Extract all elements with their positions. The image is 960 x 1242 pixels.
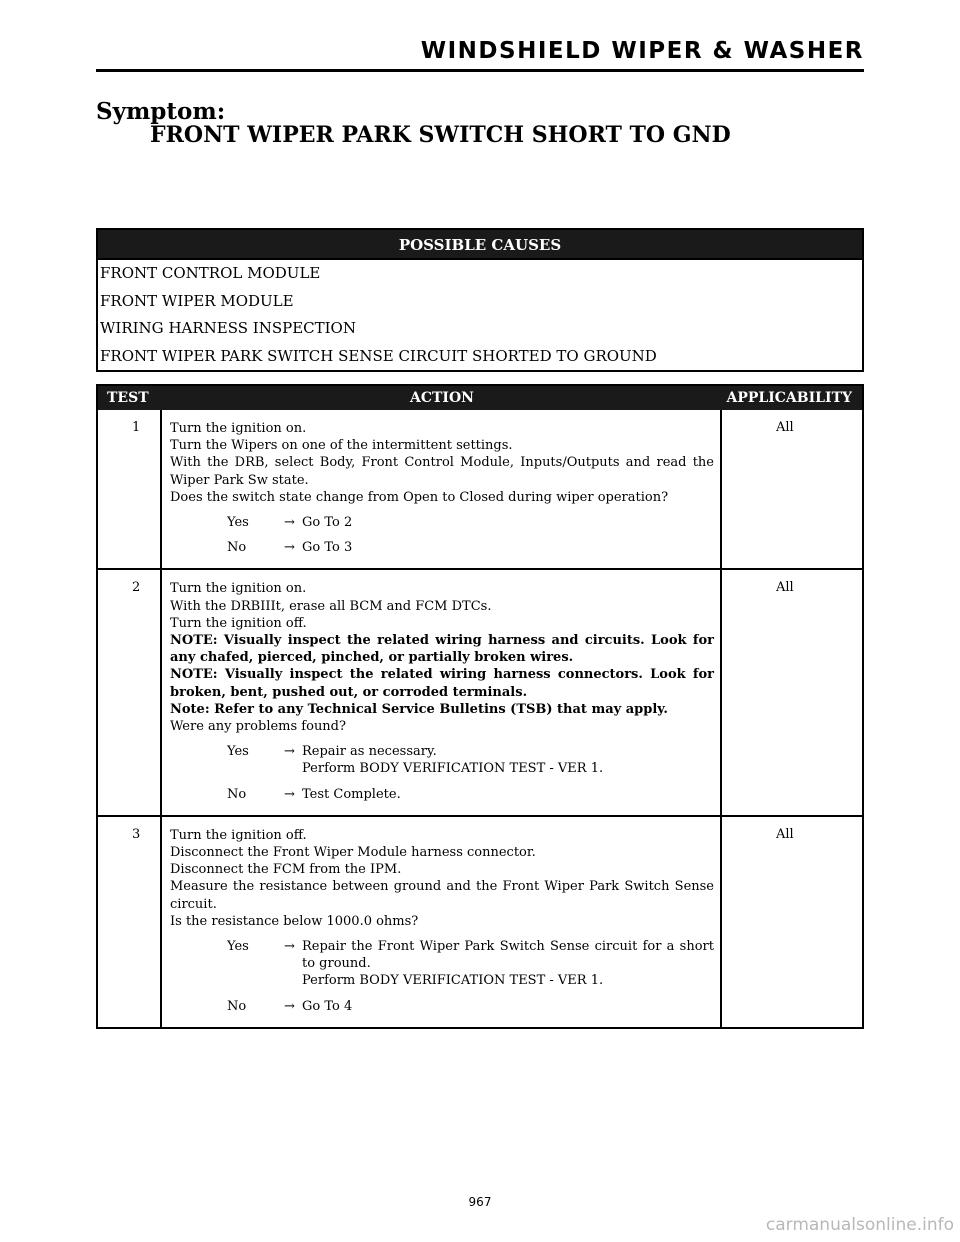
answer-text [302,786,714,803]
action-line: Is the resistance below 1000.0 ohms? [170,913,419,929]
answer-text [302,514,714,531]
arrow-icon: → [284,540,295,556]
test-applicability: All [776,420,794,435]
cause-item: WIRING HARNESS INSPECTION [100,319,356,337]
answer-yes [170,743,714,777]
answer-label: Yes [227,515,249,531]
test-number: 1 [98,410,162,568]
action-line: Turn the ignition on. [170,581,307,597]
possible-causes-table [96,228,864,372]
action-line: With the DRBIIIt, erase all BCM and FCM DTCs. [170,598,492,614]
action-line: Turn the ignition off. [170,615,307,631]
action-line: Turn the Wipers on one of the intermittent settings. [170,438,513,454]
test-row [98,568,862,814]
test-row [98,410,862,568]
cause-item: FRONT CONTROL MODULE [100,264,321,282]
answer-label: Yes [227,939,249,955]
answer-label: No [227,998,247,1014]
answer-line: Go To 3 [302,540,353,556]
title-rule [96,69,864,72]
answer-line: Perform BODY VERIFICATION TEST - VER 1. [302,973,604,989]
cause-item: FRONT WIPER PARK SWITCH SENSE CIRCUIT SHORTED TO GROUND [100,346,657,365]
arrow-icon: → [284,998,295,1014]
test-applicability: All [776,826,794,842]
answer-line: Test Complete. [302,786,401,802]
action-line: Measure the resistance between ground and the Front Wiper Park Switch Sense circuit. [170,879,714,912]
action-note: NOTE: Visually inspect the related wiring harness connectors. Look for broken, bent, pushed out, or corroded terminals. [170,667,714,700]
action-question: Were any problems found? [170,719,346,735]
action-line: Disconnect the FCM from the IPM. [170,862,402,878]
answer-no [170,786,714,803]
answer-line: Perform BODY VERIFICATION TEST - VER 1. [302,761,604,777]
page-number: 967 [468,1195,492,1209]
action-line: Turn the ignition on. [170,421,307,436]
action-line: Disconnect the Front Wiper Module harness connector. [170,845,536,861]
answer-text [302,743,714,777]
watermark: carmanualsonline.info [765,1215,954,1235]
answer-label: Yes [227,744,249,760]
answer-line: Repair the Front Wiper Park Switch Sense circuit for a short to ground. [302,939,714,972]
answer-text [302,998,714,1015]
answer-no [170,539,714,556]
action-line: With the DRB, select Body, Front Control Module, Inputs/Outputs and read the Wiper Park Sw state. [170,455,714,488]
test-action [162,570,722,814]
answer-line: Go To 4 [302,998,353,1014]
symptom-label: Symptom: [96,98,226,125]
answer-label: No [227,786,247,802]
test-action [162,817,722,1027]
answer-yes [170,514,714,531]
test-number: 3 [98,817,162,1027]
arrow-icon: → [284,744,295,760]
answer-no [170,998,714,1015]
arrow-icon: → [284,515,295,531]
symptom-title: FRONT WIPER PARK SWITCH SHORT TO GND [150,122,731,148]
arrow-icon: → [284,786,295,802]
header-applicability: APPLICABILITY [726,390,852,406]
answer-line: Repair as necessary. [302,744,437,760]
header-action: ACTION [410,390,474,406]
test-number: 2 [98,570,162,814]
answer-text [302,938,714,990]
test-table [96,384,864,1029]
answer-yes [170,938,714,990]
action-note: Note: Refer to any Technical Service Bulletins (TSB) that may apply. [170,701,668,717]
action-line: Turn the ignition off. [170,827,307,843]
answer-line: Go To 2 [302,515,353,531]
action-note: NOTE: Visually inspect the related wiring harness and circuits. Look for any chafed, pierced, pinched, or partially broken wires. [170,633,714,666]
cause-item: FRONT WIPER MODULE [100,291,294,310]
test-applicability: All [776,580,794,596]
test-action [162,410,722,568]
header-test: TEST [107,390,149,406]
possible-causes-header: POSSIBLE CAUSES [98,230,862,260]
test-table-header [98,386,862,410]
test-row [98,815,862,1027]
arrow-icon: → [284,939,295,955]
answer-label: No [227,540,247,556]
section-title: WINDSHIELD WIPER & WASHER [420,38,864,64]
answer-text [302,539,714,556]
action-line: Does the switch state change from Open to Closed during wiper operation? [170,489,669,505]
